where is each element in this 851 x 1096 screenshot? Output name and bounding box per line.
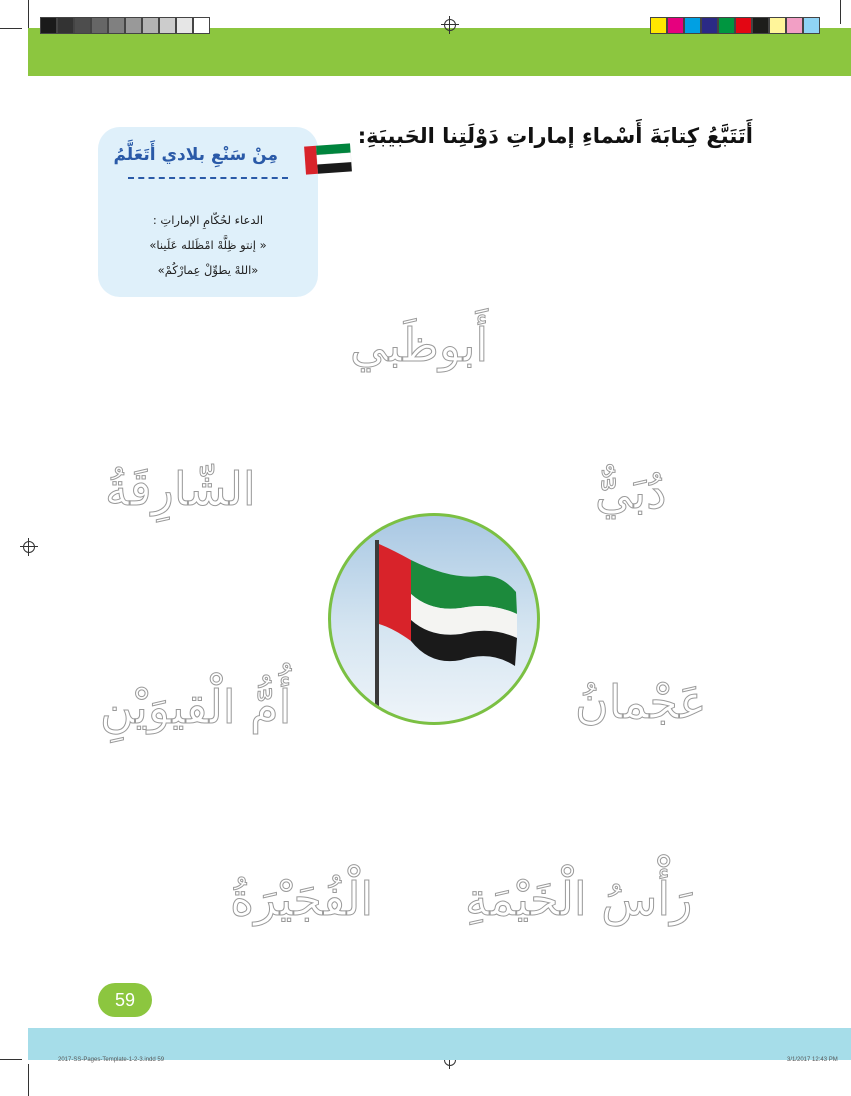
- gray-swatch: [57, 17, 74, 34]
- card-line: « إنتو ظِلَّهْ امْظَلله عَلَينا»: [149, 238, 267, 252]
- info-card: [98, 127, 318, 297]
- color-swatch: [684, 17, 701, 34]
- exercise-instruction: أَتَتَبَّعُ كِتابَةَ أَسْماءِ إماراتِ دَوْلَتِنا الحَبيبَةِ:: [357, 124, 753, 148]
- color-swatch: [735, 17, 752, 34]
- uae-flag-photo: [328, 513, 540, 725]
- gray-registration-strip: [40, 17, 210, 34]
- gray-swatch: [40, 17, 57, 34]
- bottom-color-bar: [28, 1028, 851, 1060]
- gray-swatch: [91, 17, 108, 34]
- file-slug: 2017-SS-Pages-Template-1-2-3.indd 59: [58, 1057, 165, 1063]
- card-title-underline: [128, 177, 288, 179]
- color-swatch: [786, 17, 803, 34]
- crop-mark: [0, 1059, 22, 1060]
- crop-mark: [840, 0, 841, 24]
- gray-swatch: [193, 17, 210, 34]
- trace-word-fujairah: الْفُجَيْرَةُ: [230, 872, 374, 926]
- color-swatch: [803, 17, 820, 34]
- color-swatch: [701, 17, 718, 34]
- trace-word-sharjah: الشّارِقَةُ: [105, 462, 256, 516]
- trace-word-umm-al-quwain: أُمُّ الْقيوَيْنِ: [100, 680, 292, 734]
- date-slug: 3/1/2017 12:43 PM: [787, 1057, 838, 1063]
- crop-mark: [28, 1064, 29, 1096]
- page-number: 59: [98, 983, 152, 1017]
- trace-word-ajman: عَجْمانُ: [575, 675, 707, 729]
- gray-swatch: [142, 17, 159, 34]
- card-line: «اللهْ يطوِّلْ عِمارْكُمْ»: [157, 263, 259, 277]
- gray-swatch: [74, 17, 91, 34]
- top-color-bar: [28, 28, 851, 76]
- trace-word-dubai: دُبَيٌّ: [595, 465, 667, 519]
- card-line: الدعاء لحُكّامِ الإماراتِ :: [152, 213, 264, 227]
- color-swatch: [667, 17, 684, 34]
- gray-swatch: [125, 17, 142, 34]
- card-title: مِنْ سَنْعِ بلادي أَتَعَلَّمُ: [113, 145, 278, 165]
- registration-target-icon: [444, 19, 456, 31]
- uae-flag-icon: [303, 141, 353, 177]
- gray-swatch: [108, 17, 125, 34]
- color-swatch: [650, 17, 667, 34]
- color-swatch: [718, 17, 735, 34]
- trace-word-abu-dhabi: أَبوظَبي: [350, 318, 489, 372]
- flag-illustration: [331, 516, 537, 722]
- gray-swatch: [159, 17, 176, 34]
- color-swatch: [769, 17, 786, 34]
- trace-word-ras-al-khaimah: رَأْسُ الْخَيْمَةِ: [465, 872, 693, 926]
- registration-target-icon: [23, 541, 35, 553]
- gray-swatch: [176, 17, 193, 34]
- color-registration-strip: [650, 17, 820, 34]
- crop-mark: [0, 28, 22, 29]
- color-swatch: [752, 17, 769, 34]
